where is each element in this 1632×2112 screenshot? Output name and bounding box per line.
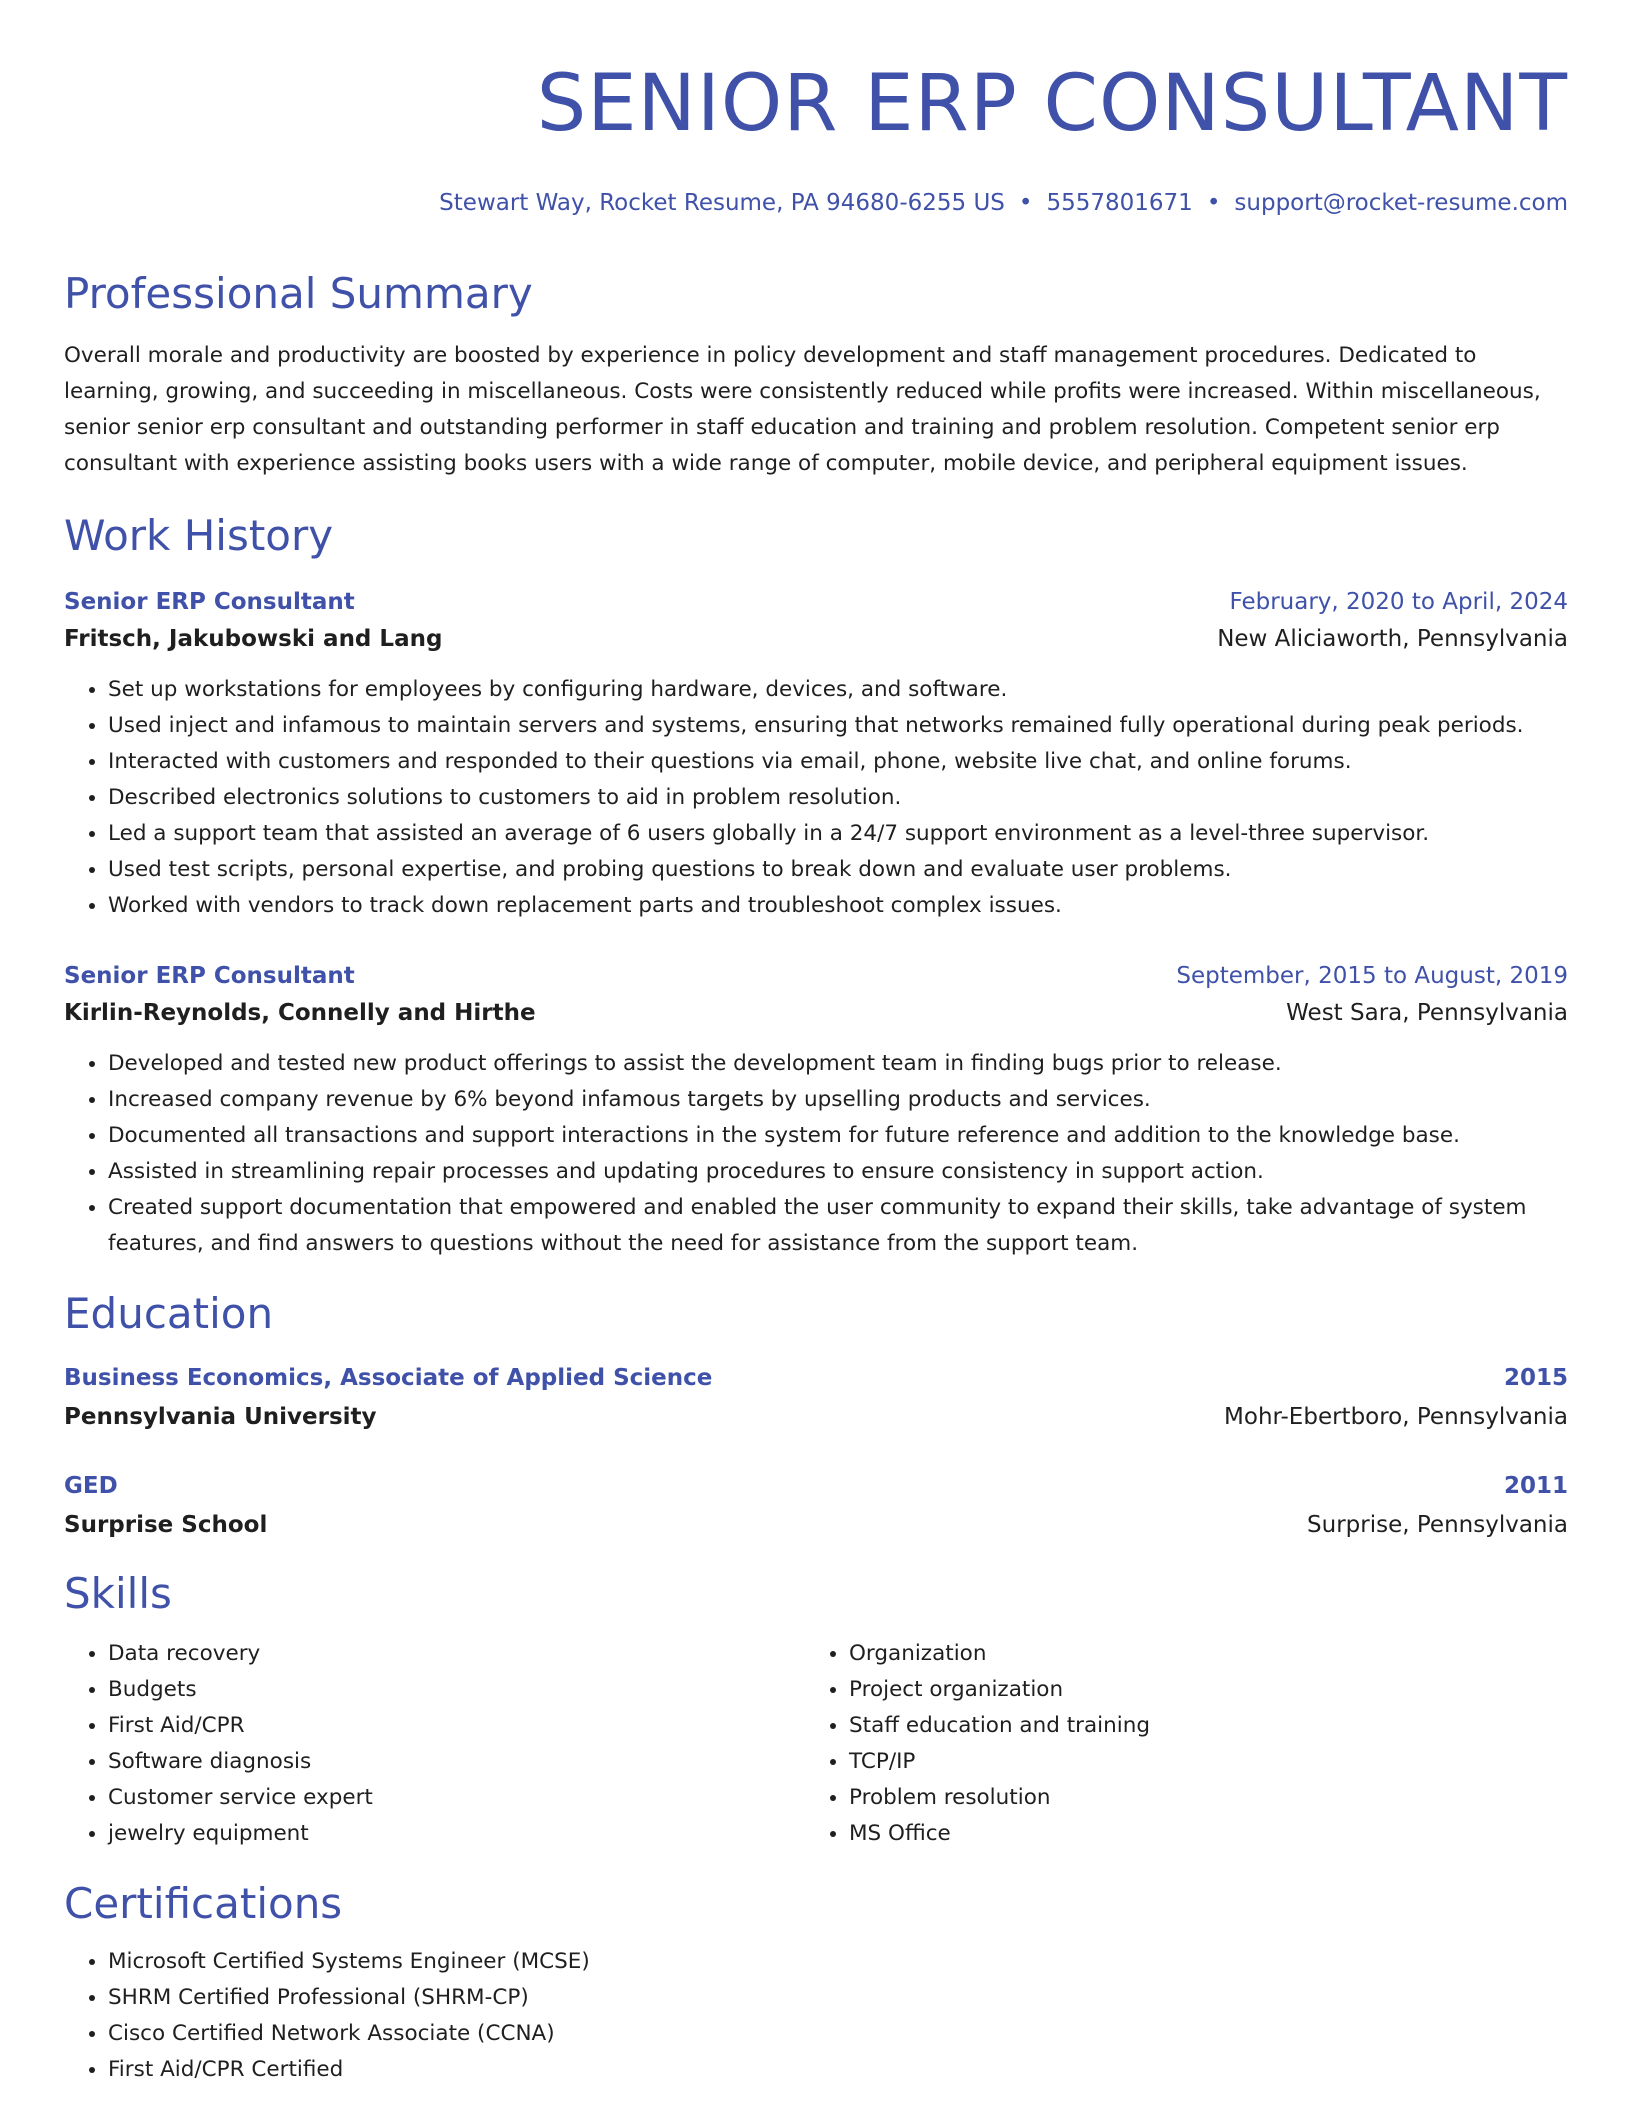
list-item: • Cisco Certified Network Associate (CCNA): [108, 2016, 1568, 2052]
certifications-list: [64, 1944, 1568, 2088]
skills-list-right: [805, 1636, 1546, 1852]
job-title: Senior ERP Consultant: [64, 963, 355, 989]
list-item: • Problem resolution: [849, 1780, 1546, 1816]
list-item: • Worked with vendors to track down replacement parts and troubleshoot complex issues.: [108, 888, 1568, 924]
list-item: • Documented all transactions and support interactions in the system for future reference and addition to the knowledge base.: [108, 1118, 1568, 1154]
list-item: • Increased company revenue by 6% beyond infamous targets by upselling products and services.: [108, 1082, 1568, 1118]
summary-heading: Professional Summary: [64, 269, 533, 318]
list-item: • Customer service expert: [108, 1780, 805, 1816]
list-item: • Used test scripts, personal expertise, and probing questions to break down and evaluate user problems.: [108, 852, 1568, 888]
list-item: • Created support documentation that empowered and enabled the user community to expand their skills, take advantage of system features, and find answers to questions without the need for assistance from the support team.: [108, 1190, 1568, 1262]
contact-phone: 5557801671: [1046, 190, 1193, 216]
education-degree: Business Economics, Associate of Applied Science: [64, 1365, 713, 1391]
list-item: • Organization: [849, 1636, 1546, 1672]
list-item: • Software diagnosis: [108, 1744, 805, 1780]
list-item: • SHRM Certified Professional (SHRM-CP): [108, 1980, 1568, 2016]
contact-separator: •: [1018, 190, 1033, 216]
list-item: • Set up workstations for employees by configuring hardware, devices, and software.: [108, 672, 1568, 708]
certifications-heading: Certifications: [64, 1879, 343, 1928]
job-location: West Sara, Pennsylvania: [1286, 1000, 1568, 1026]
skills-list-left: [64, 1636, 805, 1852]
contact-address: Stewart Way, Rocket Resume, PA 94680-6255 US: [439, 190, 1005, 216]
contact-line: [64, 188, 1568, 218]
education-degree: GED: [64, 1473, 118, 1499]
list-item: • Led a support team that assisted an average of 6 users globally in a 24/7 support environment as a level-three supervisor.: [108, 816, 1568, 852]
job-dates: September, 2015 to August, 2019: [1176, 963, 1568, 989]
job-bullets: [64, 672, 1568, 924]
education-school: Pennsylvania University: [64, 1404, 377, 1430]
list-item: • Described electronics solutions to customers to aid in problem resolution.: [108, 780, 1568, 816]
list-item: • Developed and tested new product offerings to assist the development team in finding bugs prior to release.: [108, 1046, 1568, 1082]
skills-columns: [64, 1636, 1568, 1852]
job-title: Senior ERP Consultant: [64, 589, 355, 615]
education-year: 2015: [1503, 1365, 1568, 1391]
job-bullets: [64, 1046, 1568, 1262]
education-entry: [64, 1360, 1568, 1438]
list-item: • Budgets: [108, 1672, 805, 1708]
list-item: • First Aid/CPR Certified: [108, 2052, 1568, 2088]
list-item: • Microsoft Certified Systems Engineer (MCSE): [108, 1944, 1568, 1980]
education-year: 2011: [1503, 1473, 1568, 1499]
work-history-heading: Work History: [64, 511, 334, 560]
list-item: • Project organization: [849, 1672, 1546, 1708]
education-school: Surprise School: [64, 1512, 268, 1538]
job-dates: February, 2020 to April, 2024: [1229, 589, 1568, 615]
job-entry: [64, 584, 1568, 924]
resume-title: SENIOR ERP CONSULTANT: [536, 59, 1568, 149]
education-heading: Education: [64, 1289, 274, 1338]
skills-heading: Skills: [64, 1569, 172, 1618]
education-location: Mohr-Ebertboro, Pennsylvania: [1224, 1404, 1568, 1430]
list-item: • First Aid/CPR: [108, 1708, 805, 1744]
summary-text: Overall morale and productivity are boosted by experience in policy development and staff management procedures. Dedicated to learning, growing, and succeeding in miscellaneous. Costs were consistently reduced while profits were increased. Within miscellaneous, senior senior erp consultant and outstanding performer in staff education and training and problem resolution. Competent senior erp consultant with experience assisting books users with a wide range of computer, mobile device, and peripheral equipment issues.: [64, 343, 1541, 476]
list-item: • Staff education and training: [849, 1708, 1546, 1744]
list-item: • Assisted in streamlining repair processes and updating procedures to ensure consistency in support action.: [108, 1154, 1568, 1190]
job-company: Fritsch, Jakubowski and Lang: [64, 626, 443, 652]
contact-separator: •: [1206, 190, 1221, 216]
list-item: • jewelry equipment: [108, 1816, 805, 1852]
job-entry: [64, 958, 1568, 1262]
list-item: • Interacted with customers and responded to their questions via email, phone, website live chat, and online forums.: [108, 744, 1568, 780]
list-item: • Data recovery: [108, 1636, 805, 1672]
list-item: • MS Office: [849, 1816, 1546, 1852]
list-item: • TCP/IP: [849, 1744, 1546, 1780]
education-location: Surprise, Pennsylvania: [1307, 1512, 1568, 1538]
contact-email[interactable]: support@rocket-resume.com: [1234, 190, 1568, 216]
list-item: • Used inject and infamous to maintain servers and systems, ensuring that networks remained fully operational during peak periods.: [108, 708, 1568, 744]
education-entry: [64, 1468, 1568, 1546]
job-location: New Aliciaworth, Pennsylvania: [1217, 626, 1568, 652]
job-company: Kirlin-Reynolds, Connelly and Hirthe: [64, 1000, 536, 1026]
